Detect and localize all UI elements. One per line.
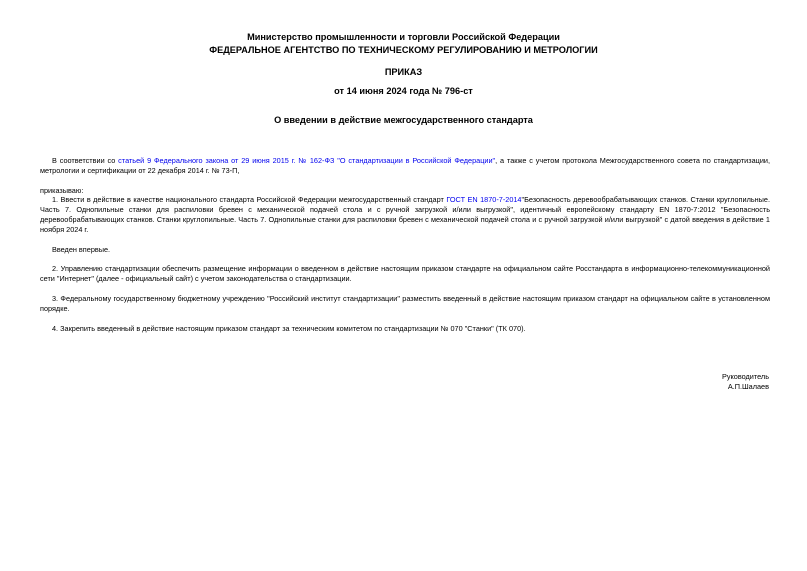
item-4: 4. Закрепить введенный в действие настоящим приказом стандарт за техническим комитетом по стандартизации № 070 "Станки" (ТК 070). xyxy=(52,323,526,333)
order-word: приказываю: xyxy=(40,185,84,195)
law-link[interactable]: статьей 9 Федерального закона от 29 июня 2015 г. № 162-ФЗ "О стандартизации в Российской Федерации" xyxy=(118,156,496,165)
document-body xyxy=(40,156,770,333)
doc-type: ПРИКАЗ xyxy=(384,67,423,77)
intro-text-post: , а также с учетом протокола Межгосударственного совета по стандартизации, метрологии и сертификации от 22 декабря 2014 г. № 73-П, xyxy=(40,156,771,175)
ministry-heading: Министерство промышленности и торговли Российской Федерации xyxy=(247,32,560,42)
document-title: О введении в действие межгосударственного стандарта xyxy=(274,115,533,125)
signature-block xyxy=(722,372,769,392)
first-time-note: Введен впервые. xyxy=(52,244,111,254)
item-3: 3. Федеральному государственному бюджетному учреждению "Российский институт стандартизации" разместить введенный в действие настоящим приказом стандарт на официальном сайте в установленном порядке. xyxy=(40,293,770,313)
item-1-pre: 1. Ввести в действие в качестве национального стандарта Российской Федерации межгосударственный стандарт xyxy=(52,195,447,205)
item-2: 2. Управлению стандартизации обеспечить размещение информации о введенном в действие настоящим приказом стандарте на официальном сайте Росстандарта в информационно-телекоммуникационной сети "Интернет" (далее - официальный сайт) с учетом законодательства о стандартизации. xyxy=(40,264,770,284)
date-number: от 14 июня 2024 года № 796-ст xyxy=(334,86,473,96)
gost-link[interactable]: ГОСТ EN 1870-7-2014 xyxy=(446,195,522,205)
agency-heading: ФЕДЕРАЛЬНОЕ АГЕНТСТВО ПО ТЕХНИЧЕСКОМУ РЕГУЛИРОВАНИЮ И МЕТРОЛОГИИ xyxy=(209,45,598,55)
intro-paragraph xyxy=(40,156,770,176)
item-1-post: "Безопасность деревообрабатывающих станков. Станки круглопильные. Часть 7. Однопильные станки для распиловки бревен с механической подачей стола и с ручной загрузкой и/или выгрузкой", идентичный европейскому стандарту EN 1870-7:2012 "Безопасность деревообрабатывающих станков. Станки круглопильные. Часть 7. Однопильные станки для распиловки бревен с механической подачей стола и с ручной загрузкой и/или выгрузкой" с датой введения в действие 1 ноября 2024 г. xyxy=(40,195,770,234)
signer-name: А.П.Шалаев xyxy=(727,382,769,391)
intro-text-pre: В соответствии со xyxy=(52,156,119,165)
signer-position: Руководитель xyxy=(721,372,769,381)
item-1 xyxy=(40,195,770,234)
